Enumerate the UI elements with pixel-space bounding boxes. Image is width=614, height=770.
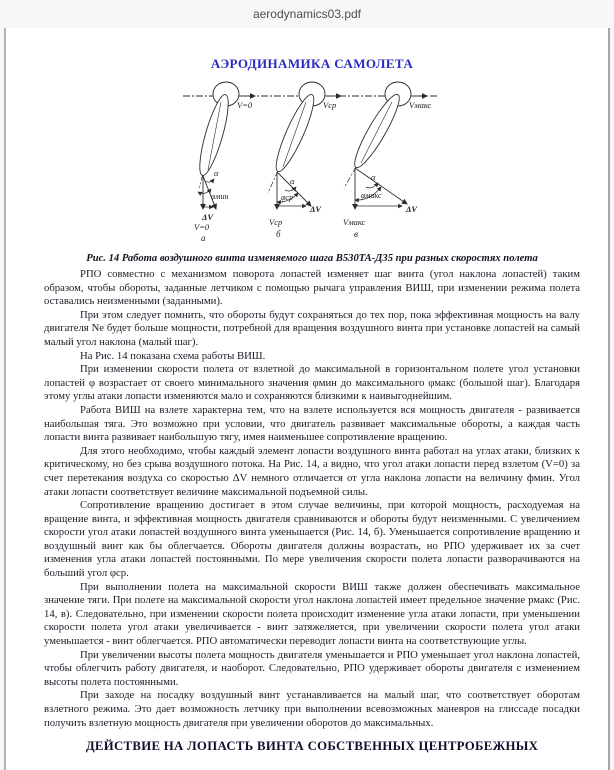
paragraph: При выполнении полета на максимальной скорости ВИШ также должен обеспечивать максимальное значение тяги. При полете на максимальной скорости угол наклона лопастей имеет предельное значение рмакс (Рис. 14, в). Следовательно, при изменении скорости полета происходит изменение угла атаки лопасти, при уменьшении скорости полета угол атаки увеличивается - винт затяжеляется, при увеличении скорости полета угол атаки уменьшается - винт облегчается. РПО автоматически переводит лопасти винта на соответствующие углы. [44, 580, 580, 648]
figure-alpha-a: α [214, 168, 219, 178]
paragraph: На Рис. 14 показана схема работы ВИШ. [80, 349, 266, 362]
figure-speed-bottom-b: Vср [269, 217, 283, 227]
figure-speed-bottom-v: Vмакс [343, 217, 366, 227]
figure-phi-b: φср [281, 193, 293, 202]
figure-speed-top-v: Vмакс [409, 100, 432, 110]
propeller-diagram [181, 80, 443, 246]
figure-letter-a: а [201, 233, 206, 243]
figure-speed-top-b: Vср [323, 100, 337, 110]
figure-dv-b: ΔV [310, 204, 321, 214]
paragraph: При этом следует помнить, что обороты будут сохраняться до тех пор, пока эффективная мощность на валу двигателя Nе будет больше мощности, потребной для вращения воздушного винта при установке лопастей на самый малый угол наклона (малый шаг). [44, 308, 580, 348]
paragraph: Работа ВИШ на взлете характерна тем, что на взлете используется вся мощность двигателя - развивается наибольшая тяга. Это возможно при условии, что двигатель развивает максимальные обороты, а каждая часть лопасти винта развивает наибольшую тягу, имея наименьшее сопротивление вращению. [44, 403, 580, 444]
pdf-page [4, 28, 610, 770]
paragraph: При увеличении высоты полета мощность двигателя уменьшается и РПО уменьшает угол наклона лопастей, чтобы облегчить работу двигателя, и наоборот. Следовательно, РПО удерживает обороты двигателя с изменением высоты полета постоянными. [44, 648, 580, 688]
paragraph: При заходе на посадку воздушный винт устанавливается на малый шаг, что соответствует оборотам взлетного режима. Это дает возможность летчику при выполнении всевозможных маневров на глиссаде посадки получить взлетную мощность двигателя при увеличении оборотов до максимальных. [44, 689, 580, 729]
figure-letter-v: в [354, 229, 358, 239]
paragraph: РПО совместно с механизмом поворота лопастей изменяет шаг винта (угол наклона лопастей) таким образом, чтобы обороты, заданные летчиком с помощью рычага управления ВИШ, при изменении режима полета оставались неизменными (заданными). [44, 268, 580, 308]
document-title: aerodynamics03.pdf [252, 7, 362, 21]
figure-alpha-v: α [371, 172, 376, 182]
figure-speed-top-a: V=0 [237, 100, 253, 110]
figure-speed-bottom-a: V=0 [194, 222, 210, 232]
paragraph: Для этого необходимо, чтобы каждый элемент лопасти воздушного винта работал на углах атаки, близких к критическому, но без срыва воздушного потока. На Рис. 14, а видно, что угол атаки лопасти перед взлетом (V=0) за счет перетекания воздуха со скоростью ΔV немного отличается от угла наклона лопасти на величину фмин. Угол атаки лопасти соответствует величине максимальной подъемной силы. [44, 444, 580, 498]
page-title: АЭРОДИНАМИКА САМОЛЕТА [210, 56, 414, 71]
figure-letter-b: б [276, 229, 281, 239]
figure-dv-v: ΔV [406, 204, 417, 214]
section-heading: ДЕЙСТВИЕ НА ЛОПАСТЬ ВИНТА СОБСТВЕННЫХ ЦЕНТРОБЕЖНЫХ [85, 739, 539, 754]
figure-dv-a: ΔV [202, 212, 213, 222]
figure-14 [44, 80, 580, 251]
paragraph: При изменении скорости полета от взлетной до максимальной в горизонтальном полете угол установки лопастей φ возрастает от своего минимального значения φмин до максимального φмакс (большой шаг). Благодаря этому углы атаки лопасти изменяются мало и сохраняются близкими к наивыгоднейшим. [44, 363, 580, 403]
figure-caption: Рис. 14 Работа воздушного винта изменяемого шага В530ТА-Д35 при разных скоростях полета [86, 253, 538, 264]
paragraph: Сопротивление вращению достигает в этом случае величины, при которой мощность, расходуемая на вращение винта, и эффективная мощность двигателя сравниваются и обороты будут неизменными. С увеличением скорости угол атаки лопастей воздушного винта уменьшается (Рис. 14, б). Уменьшается сопротивление вращению и воздушный винт как бы облегчается. Обороты двигателя должны возрастать, но РПО удерживает их за счет изменения угла атаки лопастей постоянными. По мере увеличения скорости полета лопасти разворачиваются на больший угол φср. [44, 499, 580, 580]
figure-alpha-b: α [290, 176, 295, 186]
figure-phi-a: φмин [211, 192, 229, 201]
figure-phi-v: φмакс [361, 191, 382, 200]
pdf-title-bar [0, 0, 614, 28]
